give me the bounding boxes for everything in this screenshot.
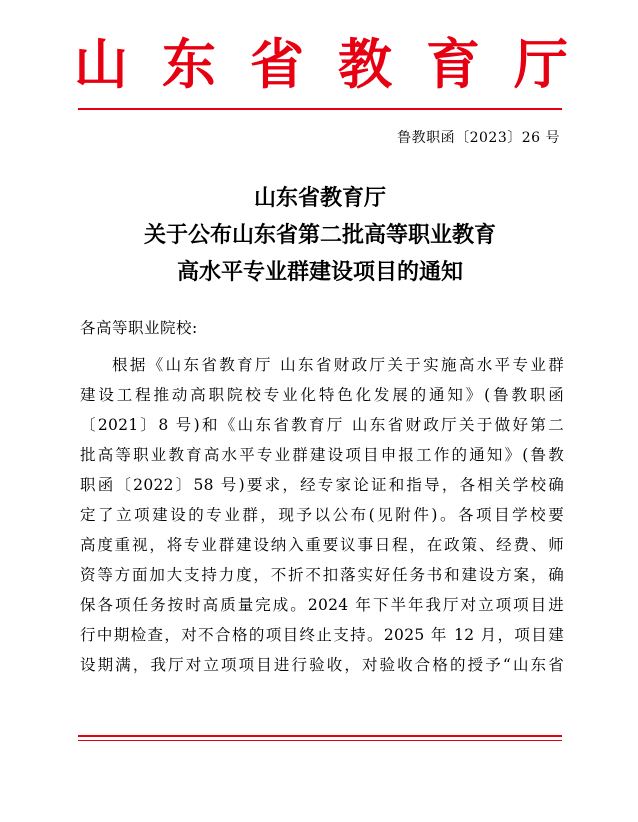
body-line: 批高等职业教育高水平专业群建设项目申报工作的通知》(鲁教 bbox=[80, 446, 564, 464]
body-line: 设期满，我厅对立项项目进行验收，对验收合格的授予“山东省 bbox=[80, 656, 564, 674]
body-line: 〔2021〕8 号)和《山东省教育厅 山东省财政厅关于做好第二 bbox=[80, 416, 564, 434]
document-title bbox=[78, 180, 562, 291]
salutation: 各高等职业院校: bbox=[80, 319, 198, 337]
title-line: 高水平专业群建设项目的通知 bbox=[176, 259, 463, 285]
masthead-rule bbox=[78, 108, 562, 110]
body-line: 定了立项建设的专业群，现予以公布(见附件)。各项目学校要 bbox=[80, 506, 564, 524]
masthead: 山东省教育厅 bbox=[74, 32, 570, 96]
title-line: 山东省教育厅 bbox=[253, 185, 386, 211]
body-line: 职函〔2022〕58 号)要求，经专家论证和指导，各相关学校确 bbox=[80, 476, 564, 494]
body-line: 建设工程推动高职院校专业化特色化发展的通知》(鲁教职函 bbox=[80, 386, 564, 404]
footer-rule-thin bbox=[78, 740, 562, 741]
body-line: 资等方面加大支持力度，不折不扣落实好任务书和建设方案，确 bbox=[80, 566, 564, 584]
footer-rule bbox=[78, 735, 562, 737]
title-line: 关于公布山东省第二批高等职业教育 bbox=[143, 222, 496, 248]
body-line: 行中期检查，对不合格的项目终止支持。2025 年 12 月，项目建 bbox=[80, 626, 564, 644]
document-number: 鲁教职函〔2023〕26 号 bbox=[397, 130, 560, 146]
body-line: 根据《山东省教育厅 山东省财政厅关于实施高水平专业群 bbox=[112, 356, 564, 374]
body-line: 保各项任务按时高质量完成。2024 年下半年我厅对立项项目进 bbox=[80, 596, 564, 614]
body-line: 高度重视，将专业群建设纳入重要议事日程，在政策、经费、师 bbox=[80, 536, 564, 554]
body-text bbox=[80, 350, 564, 680]
